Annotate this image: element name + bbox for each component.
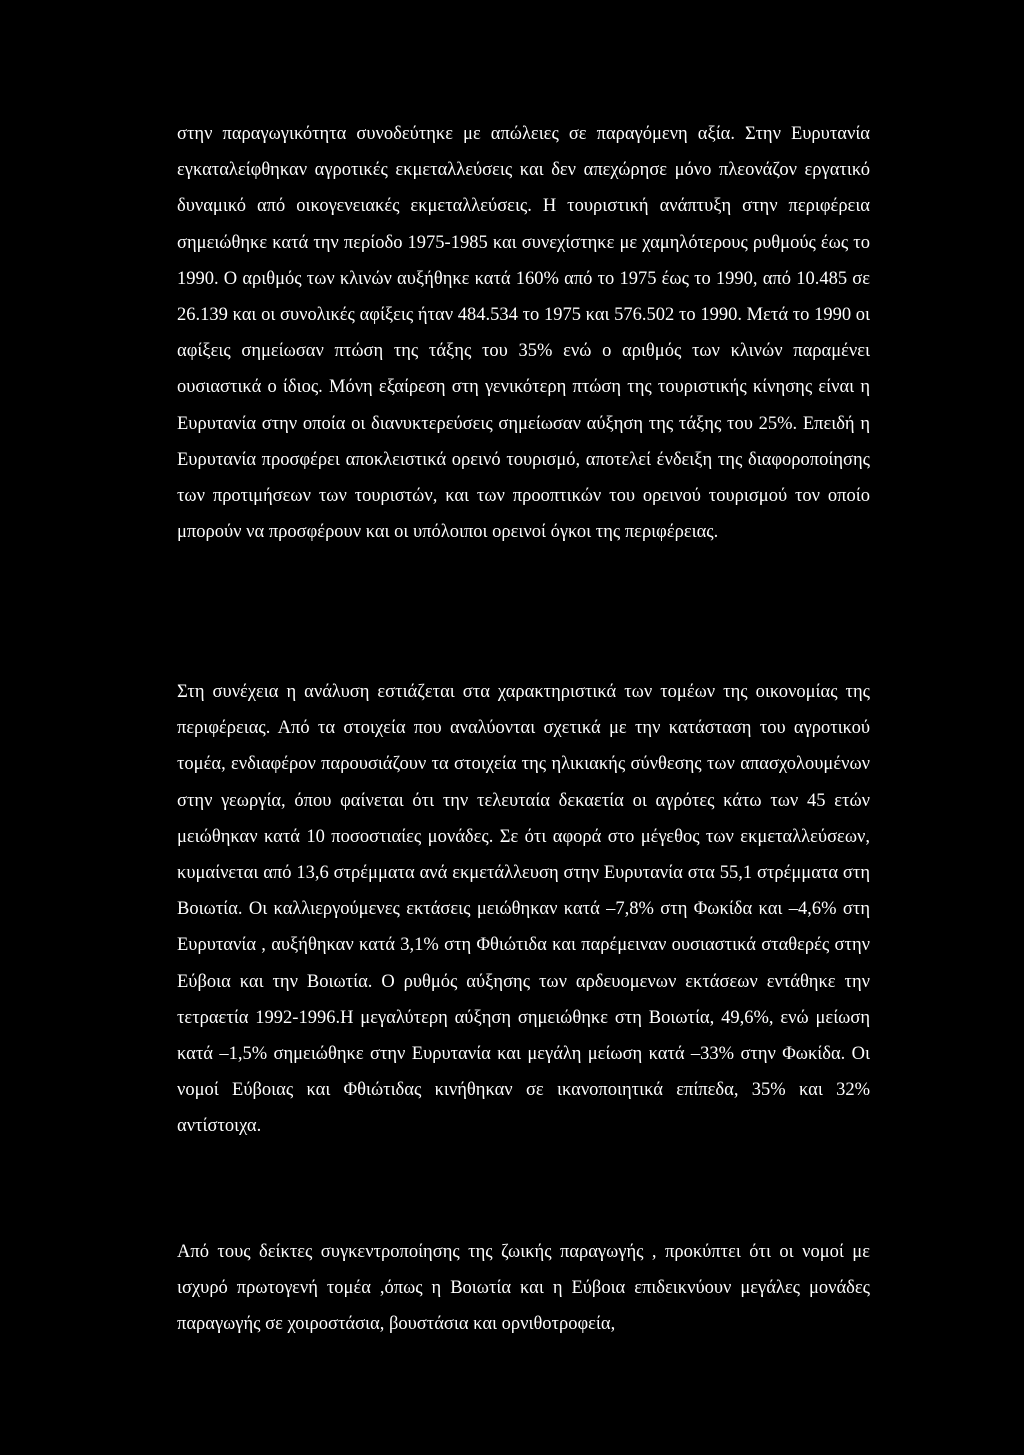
paragraph-agriculture: Στη συνέχεια η ανάλυση εστιάζεται στα χαρακτηριστικά των τομέων της οικονομίας της περιφέρειας. Από τα στοιχεία που αναλύονται σχετικά με την κατάσταση του αγροτικού τομέα, ενδιαφέρον παρουσιάζουν τα στοιχεία της ηλικιακής σύνθεσης των απασχολουμένων στην γεωργία, όπου φαίνεται ότι την τελευταία δεκαετία οι αγρότες κάτω των 45 ετών μειώθηκαν κατά 10 ποσοστιαίες μονάδες. Σε ότι αφορά στο μέγεθος των εκμεταλλεύσεων, κυμαίνεται από 13,6 στρέμματα ανά εκμετάλλευση στην Ευρυτανία στα 55,1 στρέμματα στη Βοιωτία. Οι καλλιεργούμενες εκτάσεις μειώθηκαν κατά –7,8% στη Φωκίδα και –4,6% στη Ευρυτανία , αυξήθηκαν κατά 3,1% στη Φθιώτιδα και παρέμειναν ουσιαστικά σταθερές στην Εύβοια και την Βοιωτία. Ο ρυθμός αύξησης των αρδευομενων εκτάσεων εντάθηκε την τετραετία 1992-1996.Η μεγαλύτερη αύξηση σημειώθηκε στη Βοιωτία, 49,6%, ενώ μείωση κατά –1,5% σημειώθηκε στην Ευρυτανία και μεγάλη μείωση κατά –33% στην Φωκίδα. Οι νομοί Εύβοιας και Φθιώτιδας κινήθηκαν σε ικανοποιητικά επίπεδα, 35% και 32% αντίστοιχα. [177, 682, 870, 1137]
paragraph-livestock: Από τους δείκτες συγκεντροποίησης της ζωικής παραγωγής , προκύπτει ότι οι νομοί με ισχυρό πρωτογενή τομέα ,όπως η Βοιωτία και η Εύβοια επιδεικνύουν μεγάλες μονάδες παραγωγής σε χοιροστάσια, βουστάσια και ορνιθοτροφεία, [177, 1242, 870, 1335]
paragraph-tourism: στην παραγωγικότητα συνοδεύτηκε με απώλειες σε παραγόμενη αξία. Στην Ευρυτανία εγκαταλείφθηκαν αγροτικές εκμεταλλεύσεις και δεν απεχώρησε μόνο πλεονάζον εργατικό δυναμικό από οικογενειακές εκμεταλλεύσεις. Η τουριστική ανάπτυξη στην περιφέρεια σημειώθηκε κατά την περίοδο 1975-1985 και συνεχίστηκε με χαμηλότερους ρυθμούς έως το 1990. Ο αριθμός των κλινών αυξήθηκε κατά 160% από το 1975 έως το 1990, από 10.485 σε 26.139 και οι συνολικές αφίξεις ήταν 484.534 το 1975 και 576.502 το 1990. Μετά το 1990 οι αφίξεις σημείωσαν πτώση της τάξης του 35% ενώ ο αριθμός των κλινών παραμένει ουσιαστικά ο ίδιος. Μόνη εξαίρεση στη γενικότερη πτώση της τουριστικής κίνησης είναι η Ευρυτανία στην οποία οι διανυκτερεύσεις σημείωσαν αύξηση της τάξης του 25%. Επειδή η Ευρυτανία προσφέρει αποκλειστικά ορεινό τουρισμό, αποτελεί ένδειξη της διαφοροποίησης των προτιμήσεων των τουριστών, και των προοπτικών του ορεινού τουρισμού τον οποίο μπορούν να προσφέρουν και οι υπόλοιποι ορεινοί όγκοι της περιφέρειας. [177, 124, 870, 543]
